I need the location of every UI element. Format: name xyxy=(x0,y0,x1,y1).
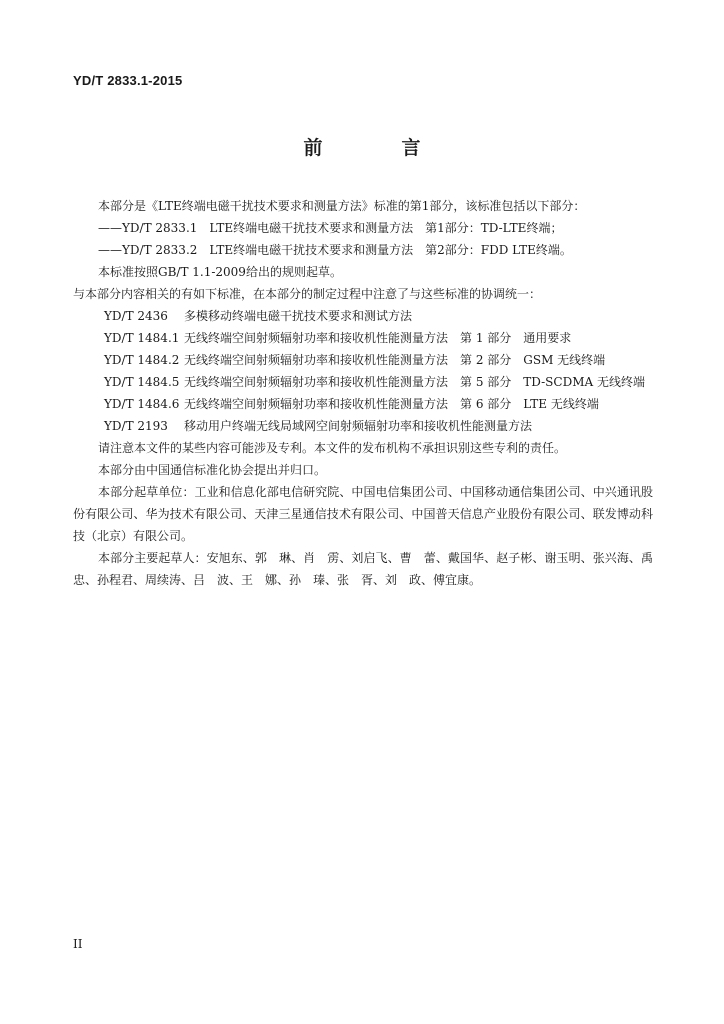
standard-code: YD/T 2436 xyxy=(104,309,168,323)
foreword-body xyxy=(73,195,666,591)
standard-title: 无线终端空间射频辐射功率和接收机性能测量方法 第 5 部分 TD-SCDMA 无线终端 xyxy=(184,375,645,389)
drafters-paragraph: 本部分主要起草人：安旭东、郭 琳、肖 雳、刘启飞、曹 蕾、戴国华、赵子彬、谢玉明、张兴海、禹 忠、孙程君、周续涛、吕 波、王 娜、孙 瑧、张 胥、刘 政、傅宜康。 xyxy=(73,551,666,587)
standard-title: 移动用户终端无线局域网空间射频辐射功率和接收机性能测量方法 xyxy=(184,419,533,433)
related-standard-row xyxy=(73,371,653,393)
related-standard-row xyxy=(73,415,653,437)
part-1-item: ——YD/T 2833.1 LTE终端电磁干扰技术要求和测量方法 第1部分：TD-LTE终端； xyxy=(98,221,563,235)
part-2-item: ——YD/T 2833.2 LTE终端电磁干扰技术要求和测量方法 第2部分：FDD LTE终端。 xyxy=(98,243,572,257)
page-number: II xyxy=(73,937,83,951)
proposer-paragraph: 本部分由中国通信标准化协会提出并归口。 xyxy=(98,463,327,477)
drafting-rules-paragraph: 本标准按照GB/T 1.1-2009给出的规则起草。 xyxy=(98,265,342,279)
standard-code: YD/T 1484.5 xyxy=(104,375,180,389)
standard-code: YD/T 1484.2 xyxy=(104,353,180,367)
standard-code: YD/T 1484.1 xyxy=(104,331,180,345)
drafting-units-paragraph: 本部分起草单位：工业和信息化部电信研究院、中国电信集团公司、中国移动通信集团公司、中兴通讯股份有限公司、华为技术有限公司、天津三星通信技术有限公司、中国普天信息产业股份有限公司、联发博动科技（北京）有限公司。 xyxy=(73,485,653,543)
page-title: 前 言 xyxy=(303,137,451,159)
intro-paragraph: 本部分是《LTE终端电磁干扰技术要求和测量方法》标准的第1部分，该标准包括以下部分： xyxy=(98,199,586,213)
standard-code: YD/T 2193 xyxy=(104,419,168,433)
standard-title: 多模移动终端电磁干扰技术要求和测试方法 xyxy=(184,309,413,323)
related-standard-row xyxy=(73,305,653,327)
standard-code: YD/T 1484.6 xyxy=(104,397,180,411)
related-standard-row xyxy=(73,349,653,371)
patent-notice-paragraph: 请注意本文件的某些内容可能涉及专利。本文件的发布机构不承担识别这些专利的责任。 xyxy=(98,441,567,455)
related-standard-row xyxy=(73,327,653,349)
standard-title: 无线终端空间射频辐射功率和接收机性能测量方法 第 1 部分 通用要求 xyxy=(184,331,572,345)
standard-number: YD/T 2833.1-2015 xyxy=(73,73,183,88)
standard-title: 无线终端空间射频辐射功率和接收机性能测量方法 第 6 部分 LTE 无线终端 xyxy=(184,397,599,411)
standard-title: 无线终端空间射频辐射功率和接收机性能测量方法 第 2 部分 GSM 无线终端 xyxy=(184,353,606,367)
related-standards-intro: 与本部分内容相关的有如下标准，在本部分的制定过程中注意了与这些标准的协调统一： xyxy=(73,287,542,301)
related-standard-row xyxy=(73,393,653,415)
